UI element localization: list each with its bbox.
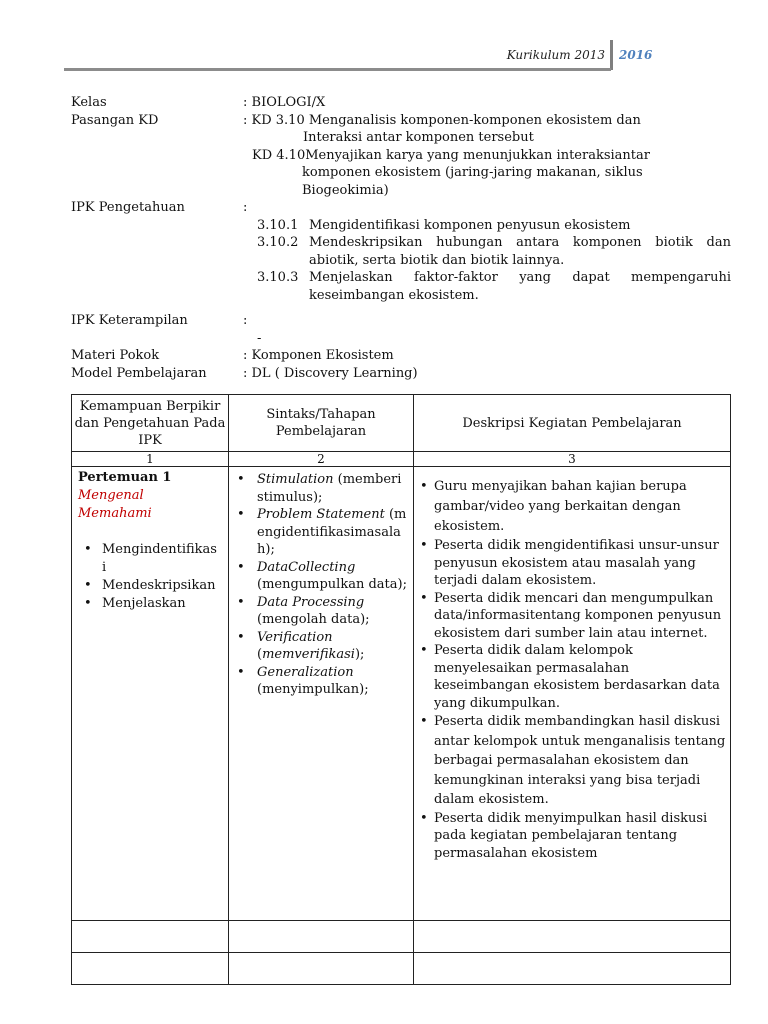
column-number-row <box>72 452 731 467</box>
ipk-keterampilan-dash: - <box>257 330 262 346</box>
kd-2-line3: Biogeokimia) <box>302 182 389 198</box>
activity-list <box>418 477 726 862</box>
materi-row <box>71 347 731 365</box>
list-item: • Peserta didik menyimpulkan hasil diskusi pada kegiatan pembelajaran tentang permasalahan ekosistem <box>418 810 726 863</box>
table-header-row <box>72 395 731 452</box>
model-value: : DL ( Discovery Learning) <box>243 365 418 381</box>
curriculum-label: Kurikulum 2013 <box>506 48 605 62</box>
ipk-number: 3.10.3 <box>257 270 299 285</box>
materi-label: Materi Pokok <box>71 348 160 363</box>
kelas-label: Kelas <box>71 95 107 110</box>
syntax-term: DataCollecting <box>257 559 356 575</box>
syntax-desc-italic: memverifikasi <box>262 647 355 662</box>
syntax-cell <box>229 467 414 921</box>
model-label: Model Pembelajaran <box>71 365 207 381</box>
table-row <box>72 953 731 985</box>
year-label: 2016 <box>619 48 653 62</box>
syntax-desc: (menyimpulkan); <box>257 682 369 697</box>
page-header <box>0 40 768 80</box>
header-divider <box>610 40 613 70</box>
list-item: • Menjelaskan <box>78 595 222 613</box>
header-sintaks: Sintaks/Tahapan Pembelajaran <box>229 395 414 452</box>
kd-2-line2: komponen ekosistem (jaring-jaring makanan, siklus <box>302 165 643 180</box>
syntax-term: Data Processing <box>257 594 365 610</box>
empty-cell <box>229 953 414 985</box>
empty-cell <box>229 921 414 953</box>
syntax-term: Problem Statement <box>257 507 385 522</box>
syntax-desc-end: ); <box>354 647 365 662</box>
learning-activities-table <box>71 394 731 985</box>
lesson-info <box>71 94 731 382</box>
kelas-row <box>71 94 731 112</box>
list-item <box>233 471 409 506</box>
list-item <box>233 594 409 629</box>
ipk-pengetahuan-colon: : <box>243 200 248 215</box>
ipk-keterampilan-row <box>71 312 731 330</box>
list-item: • Peserta didik mencari dan mengumpulkan data/informasitentang komponen penyusun ekosistem dari sumber lain atau internet. <box>418 590 726 643</box>
kelas-value: : BIOLOGI/X <box>243 95 326 110</box>
syntax-term: Verification <box>257 629 333 645</box>
syntax-term: Stimulation <box>257 472 334 487</box>
kd-label: Pasangan KD <box>71 112 159 128</box>
syntax-desc: (mengolah data); <box>257 612 370 627</box>
ipk-text: Mendeskripsikan hubungan antara komponen biotik dan abiotik, serta biotik dan biotik lainnya. <box>309 235 731 268</box>
ipk-item <box>71 217 731 235</box>
list-item <box>233 506 409 559</box>
column-number: 3 <box>414 452 731 467</box>
activity-cell <box>414 467 731 921</box>
list-item: • Peserta didik dalam kelompok menyelesaikan permasalahan keseimbangan ekosistem berdasarkan data yang dikumpulkan. <box>418 642 726 712</box>
syntax-desc: ( <box>257 647 263 662</box>
ipk-verb-list <box>78 541 222 613</box>
syntax-desc: (mengidentifikasimasalah); <box>257 507 407 557</box>
header-deskripsi: Deskripsi Kegiatan Pembelajaran <box>414 395 731 452</box>
list-item: • Mengindentifikas i <box>78 541 222 577</box>
list-item <box>233 629 409 664</box>
empty-cell <box>414 953 731 985</box>
column-number: 1 <box>72 452 229 467</box>
meeting-title: Pertemuan 1 <box>78 470 172 485</box>
list-item <box>233 559 409 594</box>
syntax-list <box>233 471 409 699</box>
model-row <box>71 365 731 383</box>
ipk-number: 3.10.2 <box>257 235 299 250</box>
table-row <box>72 921 731 953</box>
ipk-keterampilan-label: IPK Keterampilan <box>71 313 188 328</box>
ipk-keterampilan-colon: : <box>243 313 248 328</box>
column-number: 2 <box>229 452 414 467</box>
ipk-text: Menjelaskan faktor-faktor yang dapat mempengaruhi keseimbangan ekosistem. <box>309 270 731 303</box>
list-item <box>233 664 409 699</box>
list-item: • Guru menyajikan bahan kajian berupa gambar/video yang berkaitan dengan ekosistem. <box>418 477 726 537</box>
subtitle-line: Memahami <box>78 506 152 521</box>
kd-2-line1: KD 4.10Menyajikan karya yang menunjukkan interaksiantar <box>252 147 650 163</box>
header-kemampuan: Kemampuan Berpikir dan Pengetahuan Pada IPK <box>72 395 229 452</box>
ipk-text: Mengidentifikasi komponen penyusun ekosistem <box>309 217 631 233</box>
materi-value: : Komponen Ekosistem <box>243 348 394 363</box>
subtitle-line: Mengenal <box>78 488 144 503</box>
syntax-desc: (mengumpulkan data); <box>257 577 407 592</box>
ipk-item <box>71 234 731 269</box>
ipk-cell <box>72 467 229 921</box>
list-item: • Peserta didik mengidentifikasi unsur-unsur penyusun ekosistem atau masalah yang terjadi dalam ekosistem. <box>418 537 726 590</box>
ipk-pengetahuan-label: IPK Pengetahuan <box>71 200 185 215</box>
list-item: • Mendeskripsikan <box>78 577 222 595</box>
empty-cell <box>72 953 229 985</box>
ipk-pengetahuan-row <box>71 199 731 217</box>
syntax-term: Generalization <box>257 664 354 680</box>
empty-cell <box>414 921 731 953</box>
ipk-number: 3.10.1 <box>257 217 299 233</box>
ipk-item <box>71 269 731 304</box>
header-rule <box>64 68 611 71</box>
kd-1-line1: : KD 3.10 Menganalisis komponen-komponen ekosistem dan <box>243 112 641 128</box>
table-row <box>72 467 731 921</box>
kd-1-line2: Interaksi antar komponen tersebut <box>303 130 534 145</box>
syntax-desc: (memberi stimulus); <box>257 472 402 505</box>
list-item: • Peserta didik membandingkan hasil diskusi antar kelompok untuk menganalisis tentang berbagai permasalahan ekosistem dan kemungkinan interaksi yang bisa terjadi dalam ekosistem. <box>418 712 726 810</box>
empty-cell <box>72 921 229 953</box>
kd-row <box>71 112 731 130</box>
